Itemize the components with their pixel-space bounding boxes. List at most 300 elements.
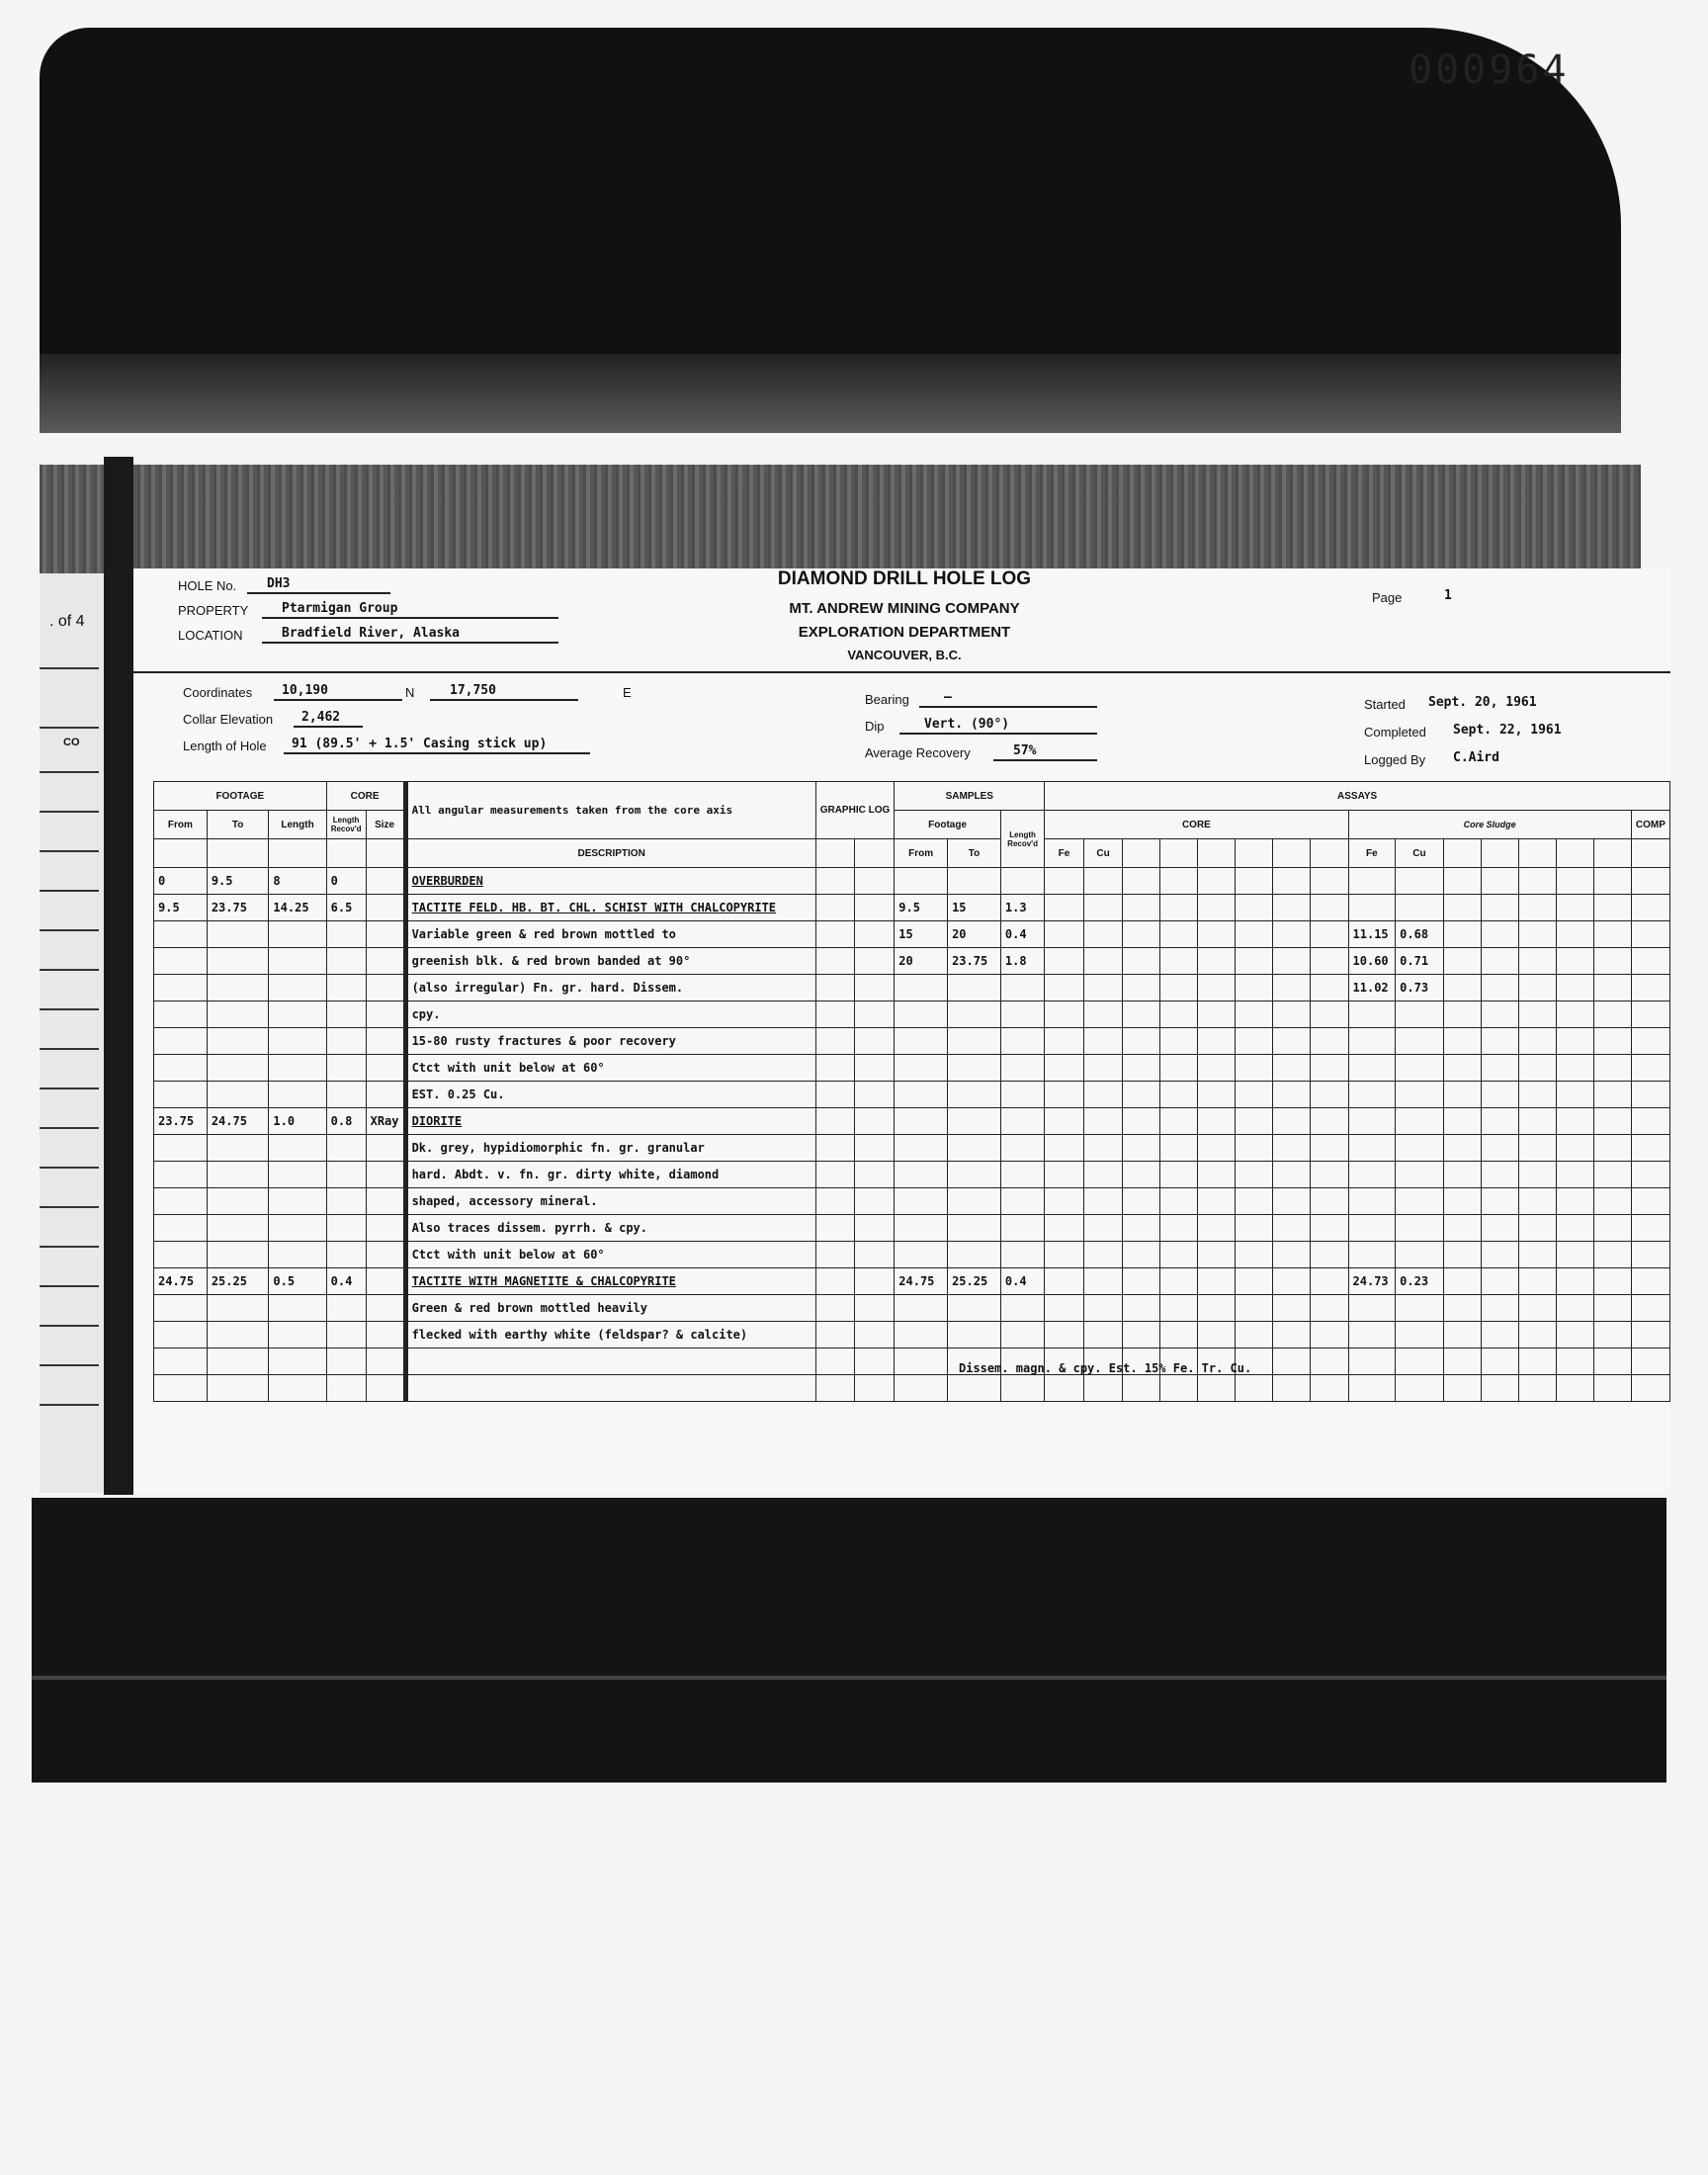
cell-sample-from xyxy=(895,1215,948,1242)
cell-from: 0 xyxy=(154,868,208,895)
cell-sample-from xyxy=(895,975,948,1001)
cell-graphic xyxy=(855,1028,895,1055)
cell-assay xyxy=(1160,1295,1198,1322)
cell-assay xyxy=(1311,1055,1348,1082)
cell-sludge-fe xyxy=(1348,1215,1396,1242)
cell-length xyxy=(269,1215,326,1242)
cell-length xyxy=(269,1322,326,1348)
cell-to: 23.75 xyxy=(207,895,269,921)
sample-footage-header: Footage xyxy=(895,811,1001,839)
cell-assay xyxy=(1123,1162,1160,1188)
cell-sample-recovered xyxy=(1000,1375,1044,1402)
cell-sample-recovered xyxy=(1000,1162,1044,1188)
cell-sludge-fe xyxy=(1348,895,1396,921)
cell-sample-from xyxy=(895,1001,948,1028)
cell-comp xyxy=(1631,1295,1669,1322)
cell-to xyxy=(207,1135,269,1162)
cell-assay xyxy=(1123,895,1160,921)
cell-sludge-cu xyxy=(1396,1242,1444,1268)
table-row xyxy=(154,1055,1670,1082)
cell-assay xyxy=(1593,1028,1631,1055)
cell-assay xyxy=(1481,1322,1518,1348)
cell-assay xyxy=(1198,1108,1236,1135)
cell-assay xyxy=(1236,1082,1273,1108)
cell-sludge-cu xyxy=(1396,1295,1444,1322)
cell-assay xyxy=(1236,921,1273,948)
cell-assay xyxy=(1518,1028,1556,1055)
cell-sample-from xyxy=(895,1295,948,1322)
cell-assay xyxy=(1045,1375,1083,1402)
cell-sample-to xyxy=(948,1215,1001,1242)
sludge-fe-header: Fe xyxy=(1348,839,1396,868)
cell-to xyxy=(207,1322,269,1348)
cell-assay xyxy=(1236,1055,1273,1082)
cell-graphic xyxy=(815,1055,855,1082)
cell-size xyxy=(366,1055,405,1082)
cell-size xyxy=(366,948,405,975)
cell-length xyxy=(269,1135,326,1162)
cell-assay xyxy=(1518,1082,1556,1108)
cell-assay xyxy=(1481,1108,1518,1135)
cell-assay xyxy=(1083,1188,1123,1215)
cell-assay xyxy=(1123,921,1160,948)
cell-assay xyxy=(1556,1242,1593,1268)
cell-to xyxy=(207,1055,269,1082)
cell-comp xyxy=(1631,1375,1669,1402)
cell-assay xyxy=(1273,1082,1311,1108)
cell-assay xyxy=(1556,1055,1593,1082)
cell-sludge-fe: 10.60 xyxy=(1348,948,1396,975)
cell-assay xyxy=(1443,895,1481,921)
cell-assay xyxy=(1045,1001,1083,1028)
cell-comp xyxy=(1631,948,1669,975)
cell-length: 8 xyxy=(269,868,326,895)
cell-assay xyxy=(1160,1188,1198,1215)
cell-sample-recovered: 0.4 xyxy=(1000,1268,1044,1295)
cell-assay xyxy=(1160,1135,1198,1162)
cell-assay xyxy=(1236,1001,1273,1028)
cell-sample-recovered: 0.4 xyxy=(1000,921,1044,948)
drill-log-form xyxy=(133,568,1670,1493)
cell-assay xyxy=(1160,895,1198,921)
cell-assay xyxy=(1443,1162,1481,1188)
cell-recovered xyxy=(326,1028,366,1055)
cell-assay xyxy=(1593,1268,1631,1295)
cell-sample-to xyxy=(948,1242,1001,1268)
length-header: Length xyxy=(269,811,326,839)
cell-recovered xyxy=(326,1215,366,1242)
cell-sample-from xyxy=(895,1348,948,1375)
cell-assay xyxy=(1273,1108,1311,1135)
cell-description: (also irregular) Fn. gr. hard. Dissem. xyxy=(405,975,815,1001)
adjacent-page-of-text: . of 4 xyxy=(49,613,85,630)
cell-assay xyxy=(1236,1215,1273,1242)
assay-sludge-header: Core Sludge xyxy=(1348,811,1631,839)
cell-comp xyxy=(1631,868,1669,895)
cell-length xyxy=(269,1375,326,1402)
cell-assay xyxy=(1083,1082,1123,1108)
drill-log-table xyxy=(153,781,1670,1402)
table-row xyxy=(154,895,1670,921)
cell-assay xyxy=(1481,1375,1518,1402)
cell-sample-to xyxy=(948,1135,1001,1162)
cell-assay xyxy=(1311,1188,1348,1215)
cell-length xyxy=(269,1188,326,1215)
cell-assay xyxy=(1481,1001,1518,1028)
cell-length xyxy=(269,1162,326,1188)
cell-assay xyxy=(1593,1055,1631,1082)
cell-graphic xyxy=(815,1375,855,1402)
cell-assay xyxy=(1443,1108,1481,1135)
table-row xyxy=(154,1188,1670,1215)
cell-assay xyxy=(1518,1055,1556,1082)
cell-to xyxy=(207,1082,269,1108)
cell-assay xyxy=(1481,1348,1518,1375)
cell-graphic xyxy=(815,1242,855,1268)
cell-comp xyxy=(1631,895,1669,921)
cell-assay xyxy=(1556,948,1593,975)
cell-assay xyxy=(1123,1188,1160,1215)
hole-length-value: 91 (89.5' + 1.5' Casing stick up) xyxy=(292,737,548,751)
cell-assay xyxy=(1236,895,1273,921)
sample-to-header: To xyxy=(948,839,1001,868)
cell-assay xyxy=(1518,948,1556,975)
cell-graphic xyxy=(815,1082,855,1108)
cell-assay xyxy=(1311,1135,1348,1162)
cell-assay xyxy=(1518,1001,1556,1028)
cell-graphic xyxy=(855,1082,895,1108)
cell-graphic xyxy=(815,1268,855,1295)
cell-assay xyxy=(1123,1375,1160,1402)
cell-sample-recovered xyxy=(1000,1322,1044,1348)
property-label: PROPERTY xyxy=(178,603,249,618)
cell-recovered xyxy=(326,1322,366,1348)
cell-assay xyxy=(1236,1375,1273,1402)
cell-length: 1.0 xyxy=(269,1108,326,1135)
cell-sludge-cu xyxy=(1396,1348,1444,1375)
cell-graphic xyxy=(855,1348,895,1375)
graphic-log-header: GRAPHIC LOG xyxy=(815,782,895,839)
cell-comp xyxy=(1631,1135,1669,1162)
cell-assay xyxy=(1443,1295,1481,1322)
cell-description xyxy=(405,1348,815,1375)
cell-length xyxy=(269,1055,326,1082)
cell-sludge-fe: 11.15 xyxy=(1348,921,1396,948)
cell-from: 23.75 xyxy=(154,1108,208,1135)
cell-assay xyxy=(1273,1055,1311,1082)
cell-assay xyxy=(1083,1295,1123,1322)
cell-assay xyxy=(1593,1375,1631,1402)
cell-sample-to xyxy=(948,1055,1001,1082)
cell-graphic xyxy=(815,1322,855,1348)
cell-sludge-cu xyxy=(1396,895,1444,921)
cell-graphic xyxy=(815,975,855,1001)
cell-assay xyxy=(1160,1001,1198,1028)
started-value: Sept. 20, 1961 xyxy=(1428,695,1537,710)
cell-assay xyxy=(1236,868,1273,895)
cell-graphic xyxy=(855,1375,895,1402)
cell-sample-to xyxy=(948,1162,1001,1188)
cell-assay xyxy=(1083,975,1123,1001)
cell-sample-recovered xyxy=(1000,1215,1044,1242)
cell-sludge-cu xyxy=(1396,868,1444,895)
footage-header: FOOTAGE xyxy=(154,782,327,811)
e-label: E xyxy=(623,685,632,700)
core-fe-header: Fe xyxy=(1045,839,1083,868)
cell-graphic xyxy=(855,1215,895,1242)
cell-assay xyxy=(1518,1322,1556,1348)
cell-sample-from xyxy=(895,1055,948,1082)
cell-sample-from: 24.75 xyxy=(895,1268,948,1295)
cell-assay xyxy=(1593,1162,1631,1188)
cell-assay xyxy=(1481,975,1518,1001)
cell-assay xyxy=(1123,1082,1160,1108)
cell-to: 9.5 xyxy=(207,868,269,895)
cell-assay xyxy=(1518,1188,1556,1215)
cell-recovered xyxy=(326,1295,366,1322)
cell-recovered xyxy=(326,1375,366,1402)
cell-assay xyxy=(1198,895,1236,921)
cell-graphic xyxy=(815,1215,855,1242)
adjacent-page-strip xyxy=(40,573,107,1493)
dip-value: Vert. (90°) xyxy=(924,717,1010,732)
cell-size xyxy=(366,1375,405,1402)
cell-description: TACTITE WITH MAGNETITE & CHALCOPYRITE xyxy=(405,1268,815,1295)
cell-assay xyxy=(1198,1082,1236,1108)
cell-description xyxy=(405,1375,815,1402)
cell-size: XRay xyxy=(366,1108,405,1135)
cell-assay xyxy=(1123,1001,1160,1028)
table-row xyxy=(154,1001,1670,1028)
cell-sludge-fe: 11.02 xyxy=(1348,975,1396,1001)
cell-sludge-fe xyxy=(1348,1322,1396,1348)
cell-assay xyxy=(1443,948,1481,975)
cell-from xyxy=(154,1001,208,1028)
cell-assay xyxy=(1273,1028,1311,1055)
page-value: 1 xyxy=(1444,588,1452,603)
cell-assay xyxy=(1443,868,1481,895)
cell-sample-recovered xyxy=(1000,1108,1044,1135)
cell-from xyxy=(154,975,208,1001)
cell-sludge-cu: 0.68 xyxy=(1396,921,1444,948)
cell-assay xyxy=(1311,1242,1348,1268)
cell-description: OVERBURDEN xyxy=(405,868,815,895)
cell-assay xyxy=(1518,895,1556,921)
cell-assay xyxy=(1311,1028,1348,1055)
cell-assay xyxy=(1311,1162,1348,1188)
cell-graphic xyxy=(855,1295,895,1322)
cell-assay xyxy=(1593,1001,1631,1028)
cell-assay xyxy=(1518,1295,1556,1322)
cell-assay xyxy=(1045,1108,1083,1135)
cell-assay xyxy=(1123,1295,1160,1322)
cell-assay xyxy=(1236,1322,1273,1348)
cell-sludge-fe: 24.73 xyxy=(1348,1268,1396,1295)
cell-size xyxy=(366,1082,405,1108)
cell-graphic xyxy=(815,948,855,975)
cell-assay xyxy=(1236,1188,1273,1215)
cell-assay xyxy=(1593,1242,1631,1268)
cell-length: 14.25 xyxy=(269,895,326,921)
cell-comp xyxy=(1631,1055,1669,1082)
cell-assay xyxy=(1273,948,1311,975)
cell-length xyxy=(269,1001,326,1028)
table-row xyxy=(154,975,1670,1001)
cell-graphic xyxy=(815,1001,855,1028)
cell-sample-from: 9.5 xyxy=(895,895,948,921)
cell-assay xyxy=(1083,948,1123,975)
cell-assay xyxy=(1273,975,1311,1001)
cell-sludge-cu xyxy=(1396,1001,1444,1028)
table-row xyxy=(154,1322,1670,1348)
cell-from xyxy=(154,1348,208,1375)
cell-sample-to: 25.25 xyxy=(948,1268,1001,1295)
cell-assay xyxy=(1083,1162,1123,1188)
average-recovery-value: 57% xyxy=(1013,743,1037,758)
cell-assay xyxy=(1236,1162,1273,1188)
cell-assay xyxy=(1481,1082,1518,1108)
cell-assay xyxy=(1593,1188,1631,1215)
cell-sample-recovered xyxy=(1000,1188,1044,1215)
cell-sample-from xyxy=(895,1322,948,1348)
cell-sludge-fe xyxy=(1348,1001,1396,1028)
cell-assay xyxy=(1160,1028,1198,1055)
cell-from xyxy=(154,1375,208,1402)
cell-assay xyxy=(1236,1242,1273,1268)
cell-assay xyxy=(1443,1082,1481,1108)
cell-description: 15-80 rusty fractures & poor recovery xyxy=(405,1028,815,1055)
table-row xyxy=(154,1028,1670,1055)
cell-sample-from xyxy=(895,1135,948,1162)
cell-size xyxy=(366,868,405,895)
cell-assay xyxy=(1593,1322,1631,1348)
cell-length xyxy=(269,1295,326,1322)
cell-length xyxy=(269,948,326,975)
cell-assay xyxy=(1198,1028,1236,1055)
cell-assay xyxy=(1593,868,1631,895)
cell-sample-to xyxy=(948,1108,1001,1135)
cell-sample-to xyxy=(948,1322,1001,1348)
assay-core-header: CORE xyxy=(1045,811,1348,839)
size-header: Size xyxy=(366,811,405,839)
hole-no-label: HOLE No. xyxy=(178,578,237,593)
cell-description: Green & red brown mottled heavily xyxy=(405,1295,815,1322)
cell-graphic xyxy=(855,975,895,1001)
assays-header: ASSAYS xyxy=(1045,782,1670,811)
cell-sludge-fe xyxy=(1348,1055,1396,1082)
cell-assay xyxy=(1160,1108,1198,1135)
cell-comp xyxy=(1631,1242,1669,1268)
table-row xyxy=(154,1215,1670,1242)
cell-sample-from: 15 xyxy=(895,921,948,948)
cell-length xyxy=(269,1082,326,1108)
cell-size xyxy=(366,1295,405,1322)
cell-assay xyxy=(1083,921,1123,948)
photocopy-dark-band-top xyxy=(40,28,1621,433)
cell-assay xyxy=(1198,1322,1236,1348)
cell-to xyxy=(207,1188,269,1215)
logged-by-label: Logged By xyxy=(1364,752,1426,767)
table-row xyxy=(154,1295,1670,1322)
cell-assay xyxy=(1045,1295,1083,1322)
cell-sample-from xyxy=(895,1242,948,1268)
document-number: 000964 xyxy=(1409,47,1570,93)
cell-assay xyxy=(1236,1135,1273,1162)
cell-graphic xyxy=(815,1135,855,1162)
cell-description: Variable green & red brown mottled to xyxy=(405,921,815,948)
cell-assay xyxy=(1593,895,1631,921)
cell-assay xyxy=(1273,1188,1311,1215)
cell-to xyxy=(207,1215,269,1242)
cell-from xyxy=(154,1055,208,1082)
bearing-value: — xyxy=(944,690,952,705)
table-row xyxy=(154,1375,1670,1402)
cell-assay xyxy=(1273,868,1311,895)
sample-from-header: From xyxy=(895,839,948,868)
coordinate-e-value: 17,750 xyxy=(450,683,496,698)
cell-assay xyxy=(1123,1322,1160,1348)
cell-to: 24.75 xyxy=(207,1108,269,1135)
cell-assay xyxy=(1123,1028,1160,1055)
cell-assay xyxy=(1236,1268,1273,1295)
sample-recovered-header: Length Recov'd xyxy=(1000,811,1044,868)
cell-to xyxy=(207,1162,269,1188)
cell-sludge-fe xyxy=(1348,1348,1396,1375)
cell-to: 25.25 xyxy=(207,1268,269,1295)
photocopy-speckle-band xyxy=(40,465,1641,573)
cell-graphic xyxy=(855,895,895,921)
cell-size xyxy=(366,1242,405,1268)
cell-sample-from xyxy=(895,1188,948,1215)
cell-assay xyxy=(1311,1348,1348,1375)
cell-assay xyxy=(1556,1375,1593,1402)
cell-from: 9.5 xyxy=(154,895,208,921)
cell-length xyxy=(269,1028,326,1055)
cell-sludge-fe xyxy=(1348,1162,1396,1188)
company-name: MT. ANDREW MINING COMPANY xyxy=(789,600,1020,617)
cell-assay xyxy=(1311,948,1348,975)
cell-assay xyxy=(1481,1162,1518,1188)
cell-assay xyxy=(1518,868,1556,895)
cell-assay xyxy=(1311,1001,1348,1028)
cell-sludge-fe xyxy=(1348,1188,1396,1215)
cell-length xyxy=(269,975,326,1001)
cell-graphic xyxy=(815,1162,855,1188)
table-row xyxy=(154,1268,1670,1295)
cell-assay xyxy=(1593,1295,1631,1322)
cell-assay xyxy=(1045,1322,1083,1348)
cell-assay xyxy=(1556,1028,1593,1055)
cell-assay xyxy=(1481,1215,1518,1242)
cell-sample-from xyxy=(895,1108,948,1135)
cell-sample-recovered xyxy=(1000,975,1044,1001)
cell-assay xyxy=(1556,1295,1593,1322)
cell-assay xyxy=(1556,1268,1593,1295)
cell-assay xyxy=(1443,1001,1481,1028)
cell-assay xyxy=(1083,1375,1123,1402)
cell-recovered xyxy=(326,1162,366,1188)
property-value: Ptarmigan Group xyxy=(282,601,398,616)
cell-assay xyxy=(1593,1082,1631,1108)
core-header: CORE xyxy=(326,782,405,811)
cell-size xyxy=(366,975,405,1001)
cell-to xyxy=(207,1242,269,1268)
cell-assay xyxy=(1045,1188,1083,1215)
cell-recovered: 0 xyxy=(326,868,366,895)
cell-comp xyxy=(1631,1322,1669,1348)
cell-sludge-cu xyxy=(1396,1108,1444,1135)
cell-from xyxy=(154,921,208,948)
